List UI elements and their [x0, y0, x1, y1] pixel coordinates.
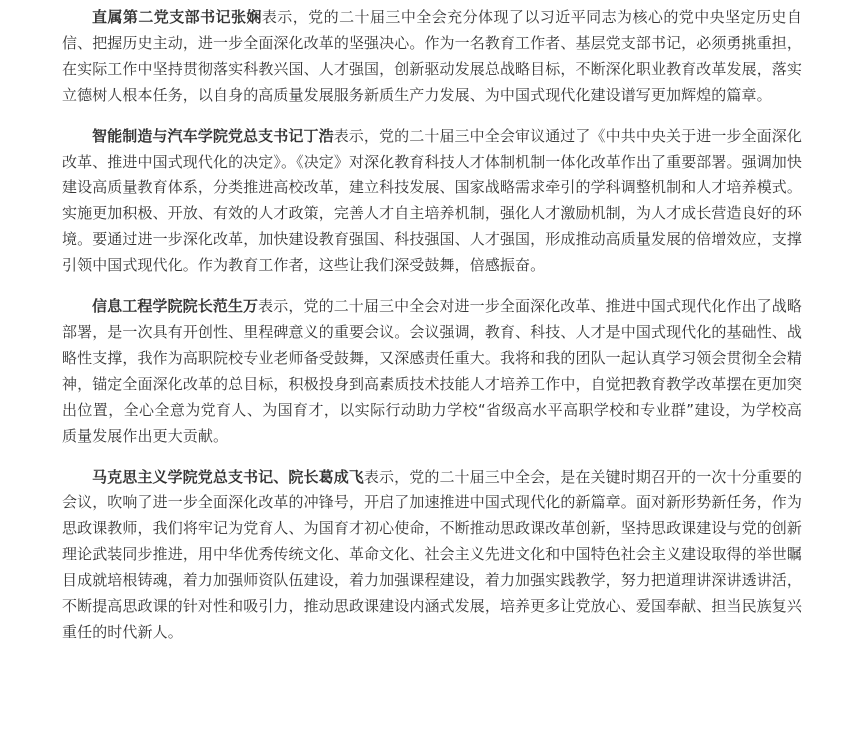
speaker-name: 信息工程学院院长范生万: [92, 297, 259, 316]
paragraph-ding-hao: [62, 124, 802, 279]
speaker-name: 马克思主义学院党总支书记、院长葛成飞: [92, 467, 364, 486]
paragraph-zhang-xian: [62, 5, 802, 109]
paragraph-text: 表示，党的二十届三中全会对进一步全面深化改革、推进中国式现代化作出了战略部署，是一次具有开创性、里程碑意义的重要会议。会议强调，教育、科技、人才是中国式现代化的基础性、战略性支撑，我作为高职院校专业老师备受鼓舞，又深感责任重大。我将和我的团队一起认真学习领会贯彻全会精神，锚定全面深化改革的总目标，积极投身到高素质技术技能人才培养工作中，自觉把教育教学改革摆在更加突出位置，全心全意为党育人、为国育才，以实际行动助力学校“省级高水平高职学校和专业群”建设，为学校高质量发展作出更大贡献。: [62, 297, 802, 445]
paragraph-text: 表示，党的二十届三中全会审议通过了《中共中央关于进一步全面深化改革、推进中国式现代化的决定》。《决定》对深化教育科技人才体制机制一体化改革作出了重要部署。强调加快建设高质量教育体系，分类推进高校改革，建立科技发展、国家战略需求牵引的学科调整机制和人才培养模式。实施更加积极、开放、有效的人才政策，完善人才自主培养机制，强化人才激励机制，为人才成长营造良好的环境。要通过进一步深化改革，加快建设教育强国、科技强国、人才强国，形成推动高质量发展的倍增效应，支撑引领中国式现代化。作为教育工作者，这些让我们深受鼓舞，倍感振奋。: [62, 126, 803, 275]
speaker-name: 直属第二党支部书记张娴: [92, 8, 262, 26]
paragraph-ge-chengfei: [62, 465, 802, 646]
paragraph-text: 表示，党的二十届三中全会，是在关键时期召开的一次十分重要的会议，吹响了进一步全面深化改革的冲锋号，开启了加速推进中国式现代化的新篇章。面对新形势新任务，作为思政课教师，我们将牢记为党育人、为国育才初心使命，不断推动思政课改革创新，坚持思政课建设与党的创新理论武装同步推进，用中华优秀传统文化、革命文化、社会主义先进文化和中国特色社会主义建设取得的举世瞩目成就培根铸魂，着力加强师资队伍建设，着力加强课程建设，着力加强实践教学，努力把道理讲深讲透讲活，不断提高思政课的针对性和吸引力，推动思政课建设内涵式发展，培养更多让党放心、爱国奉献、担当民族复兴重任的时代新人。: [62, 467, 802, 641]
paragraph-fan-shengwan: [62, 294, 802, 449]
paragraph-text: 表示，党的二十届三中全会充分体现了以习近平同志为核心的党中央坚定历史自信、把握历史主动，进一步全面深化改革的坚强决心。作为一名教育工作者、基层党支部书记，必须勇挑重担，在实际工作中坚持贯彻落实科教兴国、人才强国，创新驱动发展总战略目标，不断深化职业教育改革发展，落实立德树人根本任务，以自身的高质量发展服务新质生产力发展、为中国式现代化建设谱写更加辉煌的篇章。: [62, 8, 802, 104]
speaker-name: 智能制造与汽车学院党总支书记丁浩: [92, 126, 334, 145]
